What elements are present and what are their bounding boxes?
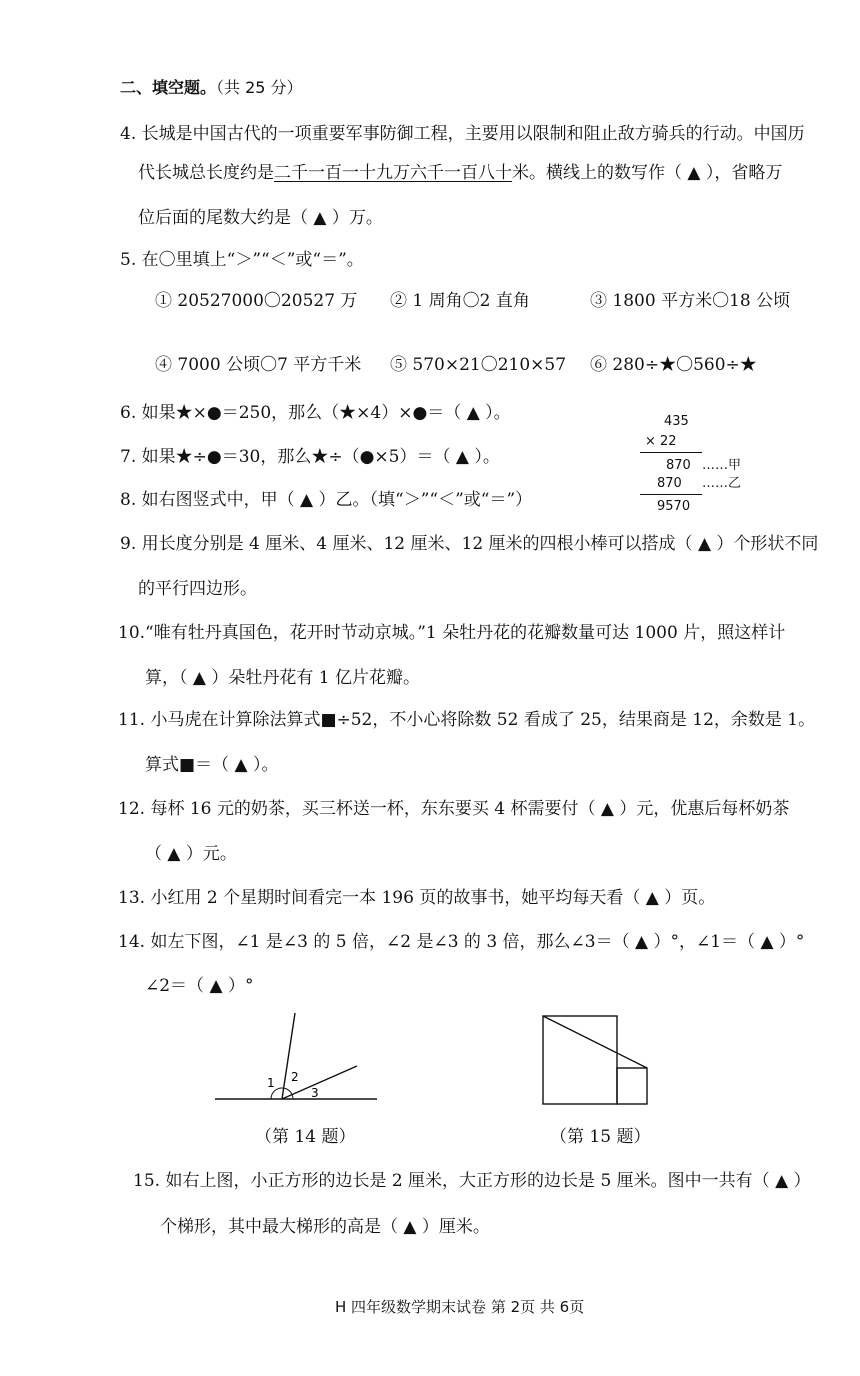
question-15-line-1: 15. 如右上图，小正方形的边长是 2 厘米，大正方形的边长是 5 厘米。图中一共有（ ▲ ） (133, 1171, 811, 1191)
question-9-line-1: 9. 用长度分别是 4 厘米、4 厘米、12 厘米、12 厘米的四根小棒可以搭成（ ▲ ）个形状不同 (120, 534, 819, 554)
large-square (543, 1016, 617, 1104)
arc-angle-2 (284, 1088, 292, 1095)
page-footer: H 四年级数学期末试卷 第 2页 共 6页 (335, 1298, 585, 1316)
question-4-line-1: 4. 长城是中国古代的一项重要军事防御工程，主要用以限制和阻止敌方骑兵的行动。中国历 (120, 124, 805, 144)
angle-label-2: 2 (291, 1070, 299, 1084)
diagonal-line (543, 1016, 647, 1068)
question-4-line-3: 位后面的尾数大约是（ ▲ ）万。 (138, 208, 383, 228)
question-14-line-1: 14. 如左下图，∠1 是∠3 的 5 倍，∠2 是∠3 的 3 倍，那么∠3＝（ ▲ ）°，∠1＝（ ▲ ）° (118, 932, 805, 952)
figure-15-squares (535, 1010, 655, 1110)
calc-partial-2-tag: ……乙 (702, 476, 742, 491)
question-7: 7. 如果★÷●＝30，那么★÷（●×5）＝（ ▲ ）。 (120, 447, 500, 467)
question-4-text-a: 代长城总长度约是 (138, 163, 274, 183)
calc-partial-1: 870 (666, 458, 691, 473)
question-10-line-1: 10.“唯有牡丹真国色，花开时节动京城。”1 朵牡丹花的花瓣数量可达 1000 片，照这样计 (118, 623, 786, 643)
calc-partial-2: 870 (657, 476, 682, 491)
question-12-line-1: 12. 每杯 16 元的奶茶，买三杯送一杯，东东要买 4 杯需要付（ ▲ ）元，优惠后每杯奶茶 (118, 799, 790, 819)
question-9-line-2: 的平行四边形。 (138, 579, 257, 599)
question-5-stem: 5. 在〇里填上“＞”“＜”或“＝”。 (120, 250, 364, 270)
question-5-option-1: ① 20527000〇20527 万 (155, 291, 358, 311)
calc-rule-1 (640, 452, 702, 453)
question-5-option-2: ② 1 周角〇2 直角 (390, 291, 530, 311)
calc-multiplier: × 22 (645, 434, 677, 449)
question-4-line-2 (138, 161, 782, 185)
calc-partial-1-tag: ……甲 (702, 458, 742, 473)
figure-14-angles (205, 1005, 395, 1115)
question-13: 13. 小红用 2 个星期时间看完一本 196 页的故事书，她平均每天看（ ▲ ）页。 (118, 888, 716, 908)
ray-steep (282, 1013, 295, 1099)
figure-14-caption: （第 14 题） (255, 1127, 356, 1147)
question-5-option-5: ⑤ 570×21〇210×57 (390, 355, 567, 375)
question-15-line-2: 个梯形，其中最大梯形的高是（ ▲ ）厘米。 (160, 1217, 490, 1237)
question-6: 6. 如果★×●＝250，那么（★×4）×●＝（ ▲ ）。 (120, 403, 511, 423)
question-11-line-2: 算式■＝（ ▲ ）。 (145, 755, 279, 775)
question-5-option-6: ⑥ 280÷★〇560÷★ (590, 355, 757, 375)
figure-15-caption: （第 15 题） (550, 1127, 651, 1147)
small-square (617, 1068, 647, 1104)
angle-label-1: 1 (267, 1076, 275, 1090)
question-14-line-2: ∠2＝（ ▲ ）° (145, 976, 254, 996)
section-score: （共 25 分） (216, 78, 303, 97)
angle-label-3: 3 (311, 1086, 319, 1100)
calc-multiplicand: 435 (664, 414, 689, 429)
question-10-line-2: 算，（ ▲ ）朵牡丹花有 1 亿片花瓣。 (145, 668, 421, 688)
question-4-underlined-number: 二千一百一十九万六千一百八十 (274, 163, 512, 183)
question-5-option-3: ③ 1800 平方米〇18 公顷 (590, 291, 791, 311)
section-heading (120, 76, 303, 100)
question-8: 8. 如右图竖式中，甲（ ▲ ）乙。（填“＞”“＜”或“＝”） (120, 490, 533, 510)
section-title: 二、填空题。 (120, 78, 217, 97)
question-5-option-4: ④ 7000 公顷〇7 平方千米 (155, 355, 362, 375)
question-12-line-2: （ ▲ ）元。 (145, 844, 237, 864)
question-4-text-b: 米。横线上的数写作（ ▲ ），省略万 (512, 163, 783, 183)
calc-result: 9570 (657, 499, 691, 514)
question-11-line-1: 11. 小马虎在计算除法算式■÷52，不小心将除数 52 看成了 25，结果商是 12，余数是 1。 (118, 710, 816, 730)
calc-rule-2 (640, 494, 702, 495)
